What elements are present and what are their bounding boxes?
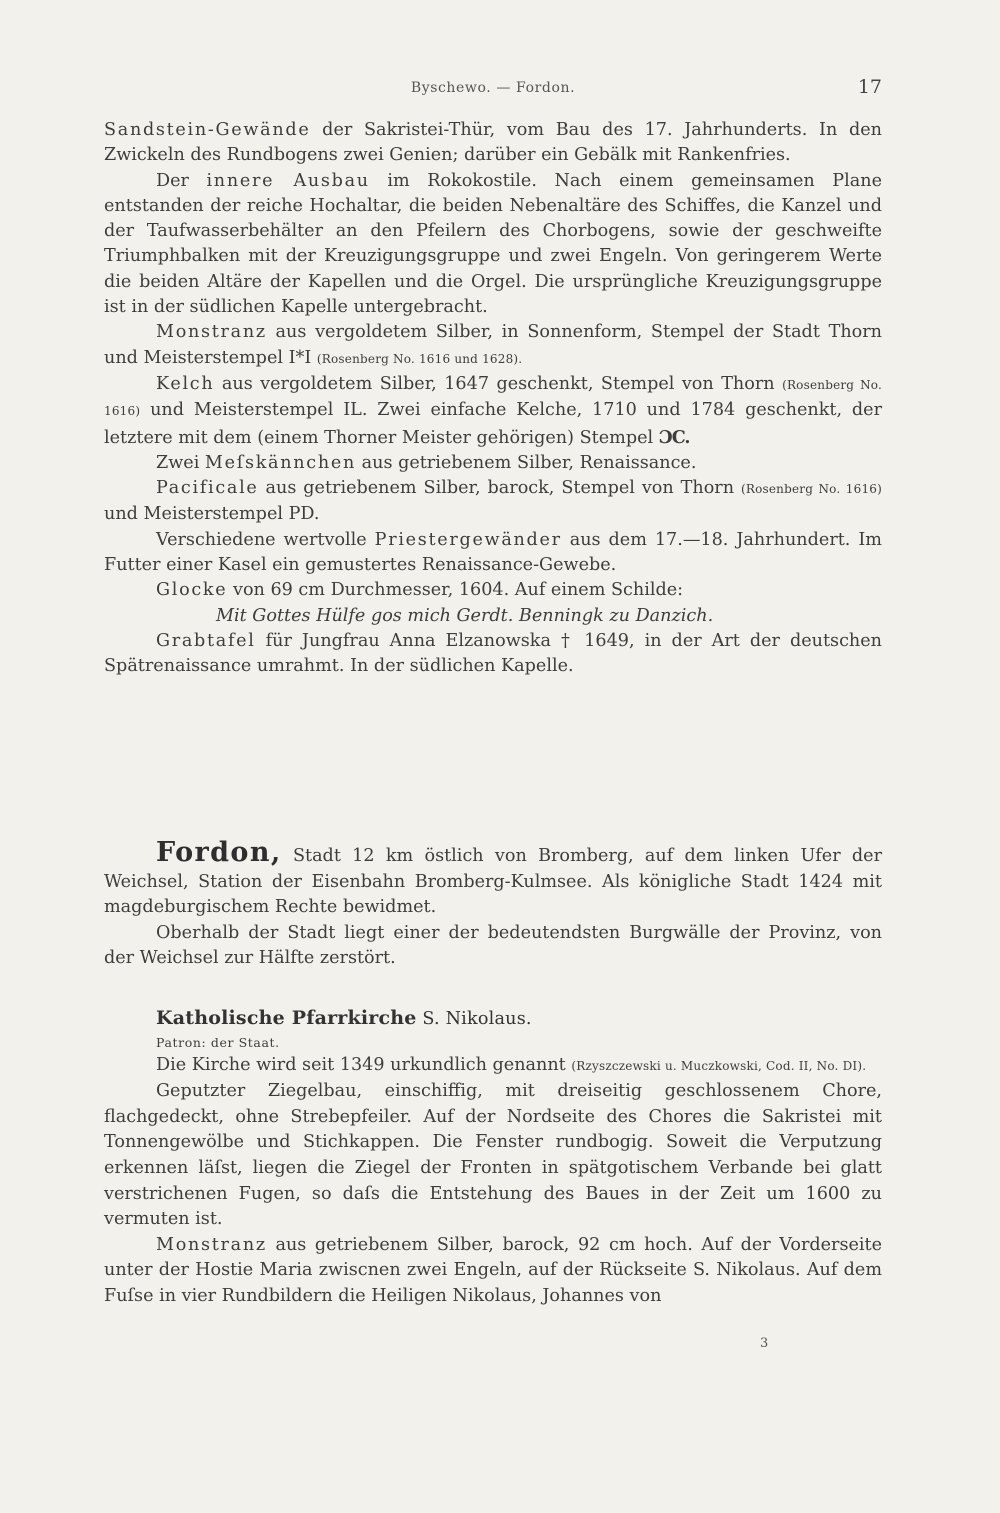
spaced-term: Monstranz — [156, 1234, 267, 1255]
fordon-section — [104, 837, 882, 1310]
paragraph-ziegelbau: Geputzter Ziegelbau, einschiffig, mit dreiseitig geschlossenem Chore, flachgedeckt, ohne Strebepfeiler. Auf der Nordseite des Chores die Sakristei mit Tonnengewölbe und Stichkappen. Die Fenster rundbogig. Soweit die Verputzung erkennen läſst, liegen die Ziegel der Fronten in spätgotischem Verbande bei glatt verstrichenen Fugen, so daſs die Entstehung des Baues in der Zeit um 1600 zu vermuten ist. — [104, 1081, 882, 1230]
paragraph-text: und Meisterstempel IL. Zwei einfache Kelche, 1710 und 1784 geschenkt, der letztere mit dem (einem Thorner Meister gehörigen) Stempel — [104, 400, 882, 448]
reference-note: (Rosenberg No. 1616) — [740, 482, 883, 497]
paragraph-text: aus vergoldetem Silber, in Sonnenform, Stempel der Stadt Thorn und Meisterstempel I*I — [104, 322, 882, 368]
paragraph-priestergewaender — [104, 528, 882, 579]
reference-note: (Rosenberg No. 1616 und 1628). — [316, 351, 523, 366]
paragraph-monstranz — [104, 320, 882, 372]
spaced-term: Monstranz — [156, 322, 267, 343]
paragraph-sakristei — [104, 118, 882, 169]
paragraph-text: Verschiedene wertvolle — [156, 529, 375, 550]
paragraph-text: aus vergoldetem Silber, 1647 geschenkt, Stempel von Thorn — [214, 373, 783, 394]
signature-mark: 3 — [760, 1336, 769, 1351]
spaced-term: Glocke — [156, 580, 228, 601]
paragraph-text: von 69 cm Durchmesser, 1604. Auf einem Schilde: — [227, 580, 684, 601]
paragraph-glocke — [104, 578, 882, 603]
paragraph-text: aus getriebenem Silber, barock, Stempel von Thorn — [258, 478, 741, 499]
byschewo-section — [104, 118, 882, 680]
paragraph-pacificale — [104, 476, 882, 528]
spaced-term: Sandstein-Gewände — [104, 120, 311, 140]
paragraph-text: aus dem 17.—18. Jahrhundert. Im Futter einer Kasel ein gemustertes Renaissance-Gewebe. — [104, 529, 882, 576]
paragraph-text: Zwei — [156, 452, 205, 473]
paragraph-text: Die Kirche wird seit 1349 urkundlich genannt — [156, 1054, 572, 1075]
paragraph-grabtafel — [104, 629, 882, 680]
paragraph-text: und Meisterstempel PD. — [104, 504, 320, 525]
reference-note: (Rosenberg No. 1616) — [104, 377, 883, 419]
paragraph-fordon-intro — [104, 837, 882, 921]
paragraph-text: im Rokokostile. Nach einem gemeinsamen Plane entstanden der reiche Hochaltar, die beiden Nebenaltäre des Schiffes, die Kanzel und der Taufwasserbehälter an den Pfeilern des Chorbogens, sowie der geschweifte Triumphbalken mit der Kreuzigungsgruppe und zwei Engeln. Von geringerem Werte die beiden Altäre der Kapellen und die Orgel. Die ursprüngliche Kreuzigungsgruppe ist in der südlichen Kapelle untergebracht. — [104, 170, 882, 318]
spaced-term: Kelch — [156, 373, 215, 394]
patron-line: Patron: der Staat. — [156, 1034, 280, 1050]
paragraph-fordon-monstranz — [104, 1233, 882, 1310]
running-title: Byschewo. — Fordon. — [410, 80, 576, 96]
spaced-term: innere Ausbau — [206, 170, 370, 191]
page-header — [104, 76, 882, 100]
church-heading-title: Katholische Pfarrkirche — [156, 1006, 417, 1029]
maker-mark: ƆC. — [658, 426, 690, 448]
paragraph-text: Stadt 12 km östlich von Bromberg, auf dem linken Ufer der Weichsel, Station der Eisenbahn Bromberg-Kulmsee. Als königliche Stadt 1424 mit magdeburgischem Rechte bewidmet. — [104, 846, 882, 918]
place-name-heading: Fordon, — [156, 837, 282, 868]
spaced-term: Priestergewänder — [374, 529, 562, 550]
reference-note: (Rzyszczewski u. Muczkowski, Cod. II, No. DI). — [571, 1058, 867, 1073]
church-heading — [104, 1006, 882, 1033]
paragraph-text: aus getriebenem Silber, Renaissance. — [356, 452, 697, 473]
paragraph-kelch — [104, 372, 882, 451]
paragraph-text: aus getriebenem Silber, barock, 92 cm hoch. Auf der Vorderseite unter der Hostie Maria zwiscnen zwei Engeln, auf der Rückseite S. Nikolaus. Auf dem Fuſse in vier Rundbildern die Heiligen Nikolaus, Johannes von — [104, 1234, 882, 1306]
bell-inscription: Mit Gottes Hülfe gos mich Gerdt. Benningk zu Danzich. — [216, 605, 714, 626]
church-saint: S. Nikolaus. — [416, 1008, 532, 1029]
paragraph-kirche-genannt — [104, 1053, 882, 1080]
spaced-term: Grabtafel — [156, 630, 256, 651]
spaced-term: Meſskännchen — [204, 452, 357, 473]
spaced-term: Pacificale — [156, 478, 259, 499]
paragraph-burgwall: Oberhalb der Stadt liegt einer der bedeutendsten Burgwälle der Provinz, von der Weichsel zur Hälfte zerstört. — [104, 922, 882, 969]
paragraph-text: Der — [156, 170, 207, 191]
page-number: 17 — [857, 76, 882, 98]
paragraph-text: der Sakristei-Thür, vom Bau des 17. Jahrhunderts. In den Zwickeln des Rundbogens zwei Genien; darüber ein Gebälk mit Rankenfries. — [104, 120, 882, 166]
paragraph-text: für Jungfrau Anna Elzanowska † 1649, in der Art der deutschen Spätrenaissance umrahmt. In der südlichen Kapelle. — [104, 630, 882, 677]
paragraph-ausbau — [104, 169, 882, 321]
paragraph-messkaennchen — [104, 451, 882, 476]
